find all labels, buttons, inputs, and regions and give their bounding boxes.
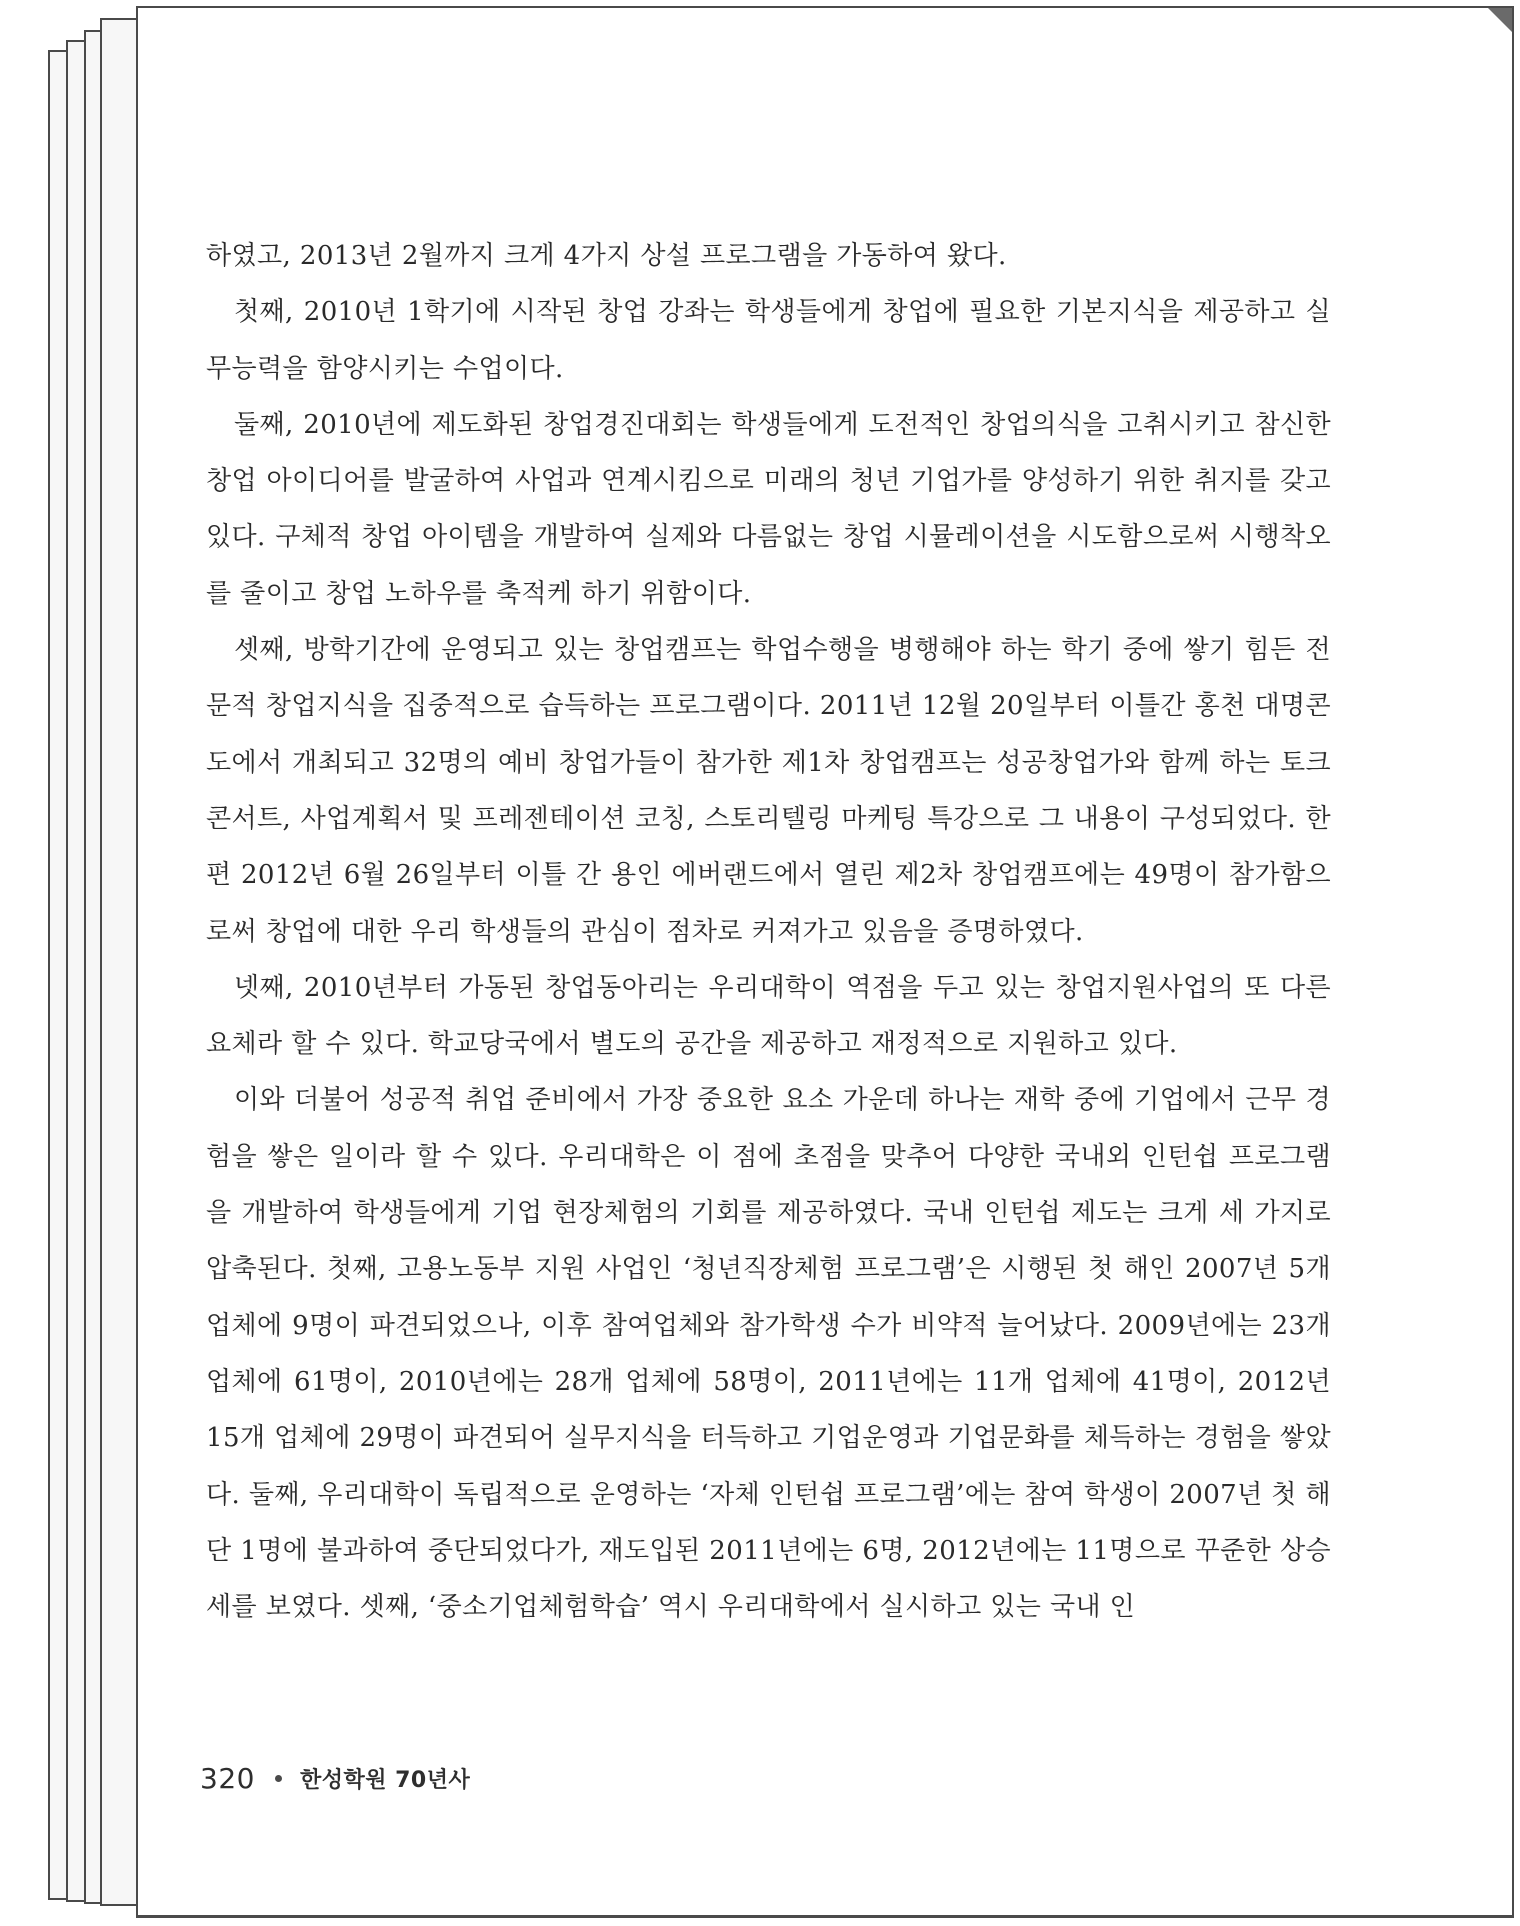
paragraph: 셋째, 방학기간에 운영되고 있는 창업캠프는 학업수행을 병행해야 하는 학기 중에 쌓기 힘든 전문적 창업지식을 집중적으로 습득하는 프로그램이다. 2011년 12월 20일부터 이틀간 홍천 대명콘도에서 개최되고 32명의 예비 창업가들이 참가한 제1차 창업캠프는 성공창업가와 함께 하는 토크콘서트, 사업계획서 및 프레젠테이션 코칭, 스토리텔링 마케팅 특강으로 그 내용이 구성되었다. 한편 2012년 6월 26일부터 이틀 간 용인 에버랜드에서 열린 제2차 창업캠프에는 49명이 참가함으로써 창업에 대한 우리 학생들의 관심이 점차로 커져가고 있음을 증명하였다. — [206, 635, 1331, 947]
paragraph: 이와 더불어 성공적 취업 준비에서 가장 중요한 요소 가운데 하나는 재학 중에 기업에서 근무 경험을 쌓은 일이라 할 수 있다. 우리대학은 이 점에 초점을 맞추어 다양한 국내외 인턴쉽 프로그램을 개발하여 학생들에게 기업 현장체험의 기회를 제공하였다. 국내 인턴쉽 제도는 크게 세 가지로 압축된다. 첫째, 고용노동부 지원 사업인 ‘청년직장체험 프로그램’은 시행된 첫 해인 2007년 5개 업체에 9명이 파견되었으나, 이후 참여업체와 참가학생 수가 비약적 늘어났다. 2009년에는 23개 업체에 61명이, 2010년에는 28개 업체에 58명이, 2011년에는 11개 업체에 41명이, 2012년 15개 업체에 29명이 파견되어 실무지식을 터득하고 기업운영과 기업문화를 체득하는 경험을 쌓았다. 둘째, 우리대학이 독립적으로 운영하는 ‘자체 인턴쉽 프로그램’에는 참여 학생이 2007년 첫 해 단 1명에 불과하여 중단되었다가, 재도입된 2011년에는 6명, 2012년에는 11명으로 꾸준한 상승세를 보였다. 셋째, ‘중소기업체험학습’ 역시 우리대학에서 실시하고 있는 국내 인 — [206, 1085, 1331, 1623]
page-corner — [1488, 8, 1512, 32]
body-text — [206, 228, 1331, 1635]
paragraph: 둘째, 2010년에 제도화된 창업경진대회는 학생들에게 도전적인 창업의식을 고취시키고 참신한 창업 아이디어를 발굴하여 사업과 연계시킴으로 미래의 청년 기업가를 양성하기 위한 취지를 갖고 있다. 구체적 창업 아이템을 개발하여 실제와 다름없는 창업 시뮬레이션을 시도함으로써 시행착오를 줄이고 창업 노하우를 축적케 하기 위함이다. — [206, 409, 1331, 609]
bullet-icon — [275, 1775, 282, 1782]
page-footer — [200, 1762, 470, 1795]
paragraph: 하였고, 2013년 2월까지 크게 4가지 상설 프로그램을 가동하여 왔다. — [206, 241, 1007, 271]
paragraph: 넷째, 2010년부터 가동된 창업동아리는 우리대학이 역점을 두고 있는 창업지원사업의 또 다른 요체라 할 수 있다. 학교당국에서 별도의 공간을 제공하고 재정적으로 지원하고 있다. — [206, 972, 1331, 1060]
paragraph: 첫째, 2010년 1학기에 시작된 창업 강좌는 학생들에게 창업에 필요한 기본지식을 제공하고 실무능력을 함양시키는 수업이다. — [206, 297, 1331, 384]
book-title: 한성학원 70년사 — [299, 1768, 471, 1793]
page-number: 320 — [200, 1762, 255, 1795]
